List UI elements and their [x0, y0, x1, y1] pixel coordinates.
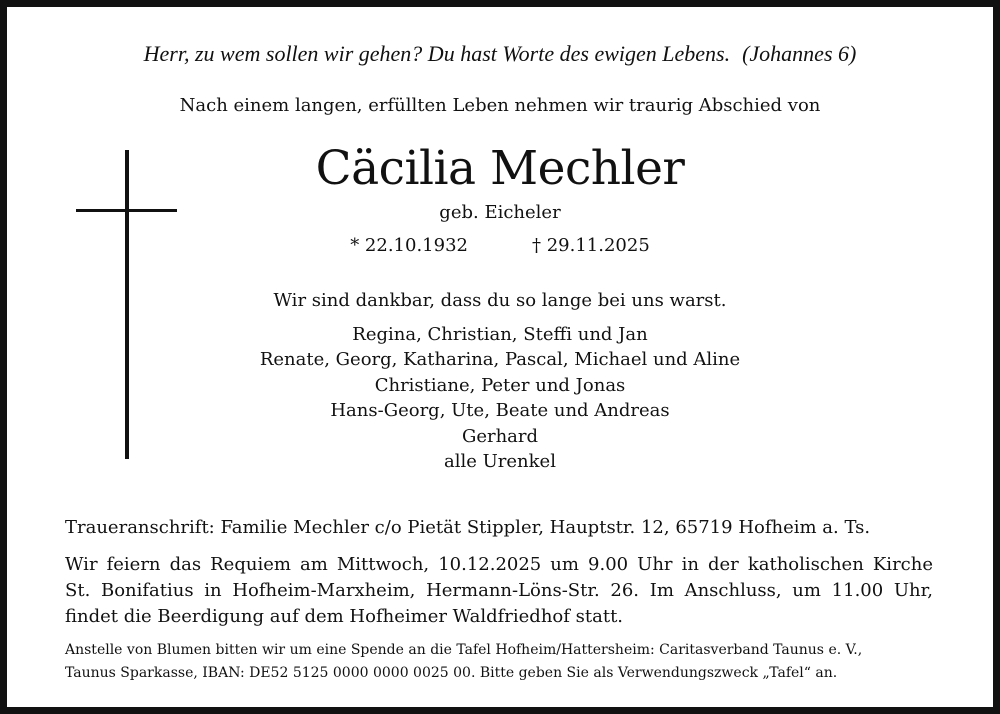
- requiem-line: St. Bonifatius in Hofheim-Marxheim, Hermann-Löns-Str. 26. Im Anschluss, um 11.00 Uhr,: [65, 580, 933, 601]
- death-date: † 29.11.2025: [532, 235, 650, 256]
- donation-line: Anstelle von Blumen bitten wir um eine Spende an die Tafel Hofheim/Hattersheim: Caritasverband Taunus e. V.,: [65, 642, 863, 658]
- life-dates: [7, 233, 993, 259]
- thanks-text: Wir sind dankbar, dass du so lange bei uns warst.: [273, 290, 727, 311]
- mourner-line: Hans-Georg, Ute, Beate und Andreas: [330, 400, 670, 422]
- requiem-line: findet die Beerdigung auf dem Hofheimer Waldfriedhof statt.: [65, 606, 624, 627]
- bible-quote: [7, 40, 993, 68]
- mourners-list: [7, 322, 993, 474]
- bible-quote-reference: (Johannes 6): [742, 41, 857, 66]
- mourner-line: alle Urenkel: [444, 451, 556, 473]
- deceased-name: Cäcilia Mechler: [315, 141, 685, 196]
- mourning-address: Traueranschrift: Familie Mechler c/o Pietät Stippler, Hauptstr. 12, 65719 Hofheim a. Ts.: [65, 517, 871, 538]
- mourner-line: Renate, Georg, Katharina, Pascal, Michael und Aline: [259, 349, 741, 371]
- requiem-notice: [65, 552, 933, 630]
- donation-line: Taunus Sparkasse, IBAN: DE52 5125 0000 0000 0025 00. Bitte geben Sie als Verwendungszweck „Tafel“ an.: [65, 665, 838, 681]
- intro-text: Nach einem langen, erfüllten Leben nehmen wir traurig Abschied von: [179, 95, 821, 116]
- bible-quote-text: Herr, zu wem sollen wir gehen? Du hast Worte des ewigen Lebens.: [143, 41, 731, 66]
- requiem-line: Wir feiern das Requiem am Mittwoch, 10.12.2025 um 9.00 Uhr in der katholischen Kirche: [65, 554, 933, 575]
- birth-date: * 22.10.1932: [350, 235, 468, 256]
- mourner-line: Christiane, Peter und Jonas: [374, 374, 626, 396]
- mourner-line: Regina, Christian, Steffi und Jan: [352, 324, 648, 345]
- donation-notice: [65, 639, 935, 685]
- birth-name: geb. Eicheler: [439, 202, 561, 223]
- mourner-line: Gerhard: [461, 425, 539, 447]
